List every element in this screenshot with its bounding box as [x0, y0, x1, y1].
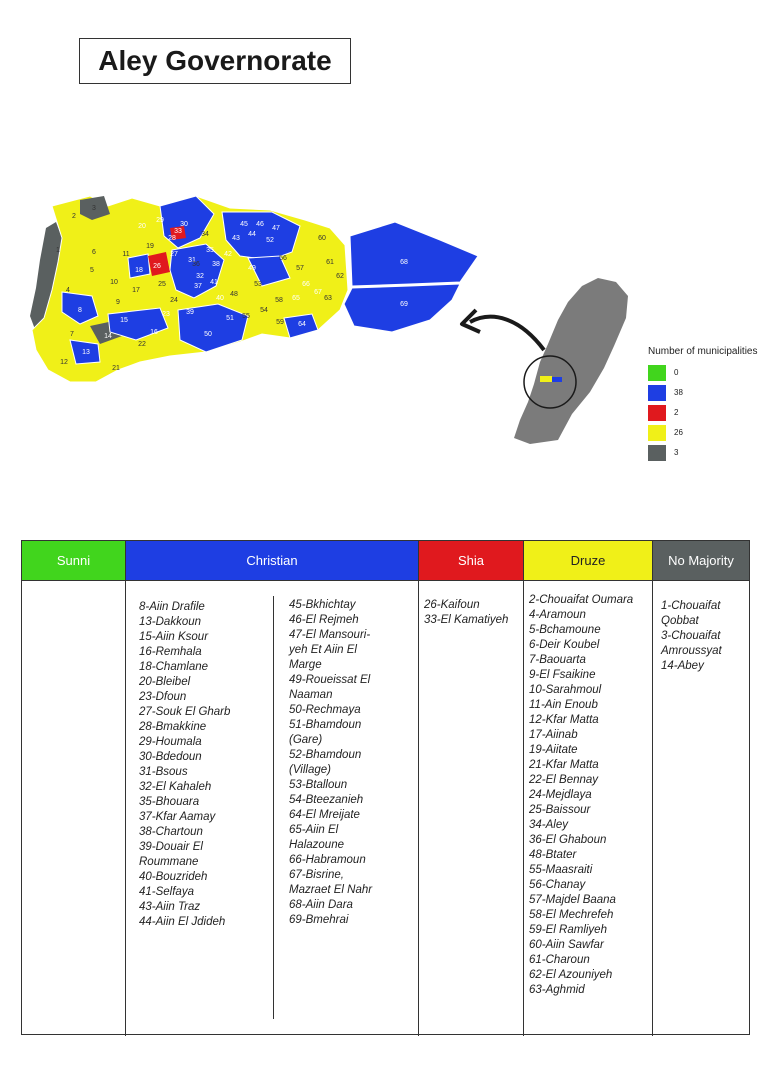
map-label: 39 [186, 309, 194, 316]
map-label: 64 [298, 321, 306, 328]
map-label: 47 [272, 225, 280, 232]
map-label: 58 [275, 297, 283, 304]
list-item: 28-Bmakkine [139, 721, 207, 733]
list-item: 35-Bhouara [139, 796, 200, 808]
druze-list [529, 593, 633, 998]
map-label: 34 [201, 231, 209, 238]
map-label: 32 [196, 273, 204, 280]
list-item: 4-Aramoun [529, 609, 586, 621]
list-item: 13-Dakkoun [139, 616, 202, 628]
map-label: 68 [400, 259, 408, 266]
column-sunni [22, 581, 126, 1036]
map-label: 35 [206, 247, 214, 254]
header-christian: Christian [126, 541, 419, 580]
map-label: 17 [132, 287, 140, 294]
map-label: 27 [170, 251, 178, 258]
map-label: 3 [92, 205, 96, 212]
map-label: 14 [104, 333, 112, 340]
map-label: 41 [210, 279, 218, 286]
map-label: 20 [138, 223, 146, 230]
legend-label: 0 [674, 368, 679, 377]
map-label: 52 [266, 237, 274, 244]
legend-label: 38 [674, 388, 683, 397]
map-label: 49 [248, 265, 256, 272]
list-item: 33-El Kamatiyeh [424, 614, 509, 626]
list-item: 14-Abey [661, 660, 704, 672]
list-item: 63-Aghmid [529, 984, 585, 996]
column-no-majority [653, 581, 749, 1036]
legend-item [648, 423, 758, 442]
aley-highlight [540, 376, 552, 382]
list-item: 23-Dfoun [139, 691, 187, 703]
map-label: 24 [170, 297, 178, 304]
list-item: 18-Chamlane [139, 661, 209, 673]
list-item: 21-Kfar Matta [529, 759, 599, 771]
list-item: 56-Chanay [529, 879, 586, 891]
list-item: 31-Bsous [139, 766, 188, 778]
list-item: 45-Bkhichtay [289, 599, 356, 611]
list-item: 68-Aiin Dara [289, 899, 353, 911]
list-item: 65-Aiin El Halazoune [289, 824, 344, 851]
list-item: 41-Selfaya [139, 886, 194, 898]
map-label: 15 [120, 317, 128, 324]
map-label: 9 [116, 299, 120, 306]
map-label: 16 [150, 329, 158, 336]
map-label: 11 [122, 251, 130, 258]
list-item: 24-Mejdlaya [529, 789, 592, 801]
legend-swatch [648, 385, 666, 401]
aley-highlight-blue [552, 377, 562, 382]
map-label: 61 [326, 259, 334, 266]
list-item: 11-Ain Enoub [529, 699, 598, 711]
map-label: 40 [216, 295, 224, 302]
legend-title: Number of municipalities [648, 346, 758, 357]
map-label: 66 [302, 281, 310, 288]
list-item: 29-Houmala [139, 736, 202, 748]
list-item: 39-Douair El Roummane [139, 841, 203, 868]
map-region-christian-18 [128, 254, 150, 278]
no-majority-list [661, 599, 722, 674]
table-body [22, 581, 749, 1036]
legend-label: 3 [674, 448, 679, 457]
map-label: 4 [66, 287, 70, 294]
list-item: 1-Chouaifat Qobbat [661, 600, 721, 627]
map-label: 5 [90, 267, 94, 274]
list-item: 53-Btalloun [289, 779, 348, 791]
map-label: 12 [60, 359, 68, 366]
legend-label: 26 [674, 428, 683, 437]
map-label: 44 [248, 231, 256, 238]
map-label: 22 [138, 341, 146, 348]
legend-swatch [648, 405, 666, 421]
list-item: 50-Rechmaya [289, 704, 361, 716]
list-item: 17-Aiinab [529, 729, 578, 741]
map-label: 10 [110, 279, 118, 286]
map-label: 45 [240, 221, 248, 228]
list-item: 48-Btater [529, 849, 577, 861]
map-label: 53 [254, 281, 262, 288]
legend-swatch [648, 365, 666, 381]
map-region-christian-68 [350, 222, 478, 286]
list-item: 61-Charoun [529, 954, 590, 966]
list-item: 54-Bteezanieh [289, 794, 364, 806]
map-label: 25 [158, 281, 166, 288]
map-label: 63 [324, 295, 332, 302]
header-druze: Druze [524, 541, 653, 580]
map-label: 56 [279, 255, 287, 262]
legend-swatch [648, 425, 666, 441]
map-label: 21 [112, 365, 120, 372]
list-item: 36-El Ghaboun [529, 834, 607, 846]
list-item: 12-Kfar Matta [529, 714, 599, 726]
list-item: 62-El Azouniyeh [529, 969, 613, 981]
header-sunni: Sunni [22, 541, 126, 580]
list-item: 57-Majdel Baana [529, 894, 616, 906]
list-item: 60-Aiin Sawfar [529, 939, 604, 951]
map-label: 38 [212, 261, 220, 268]
legend-item [648, 383, 758, 402]
legend [648, 346, 758, 463]
list-item: 46-El Rejmeh [289, 614, 359, 626]
map-label: 43 [232, 235, 240, 242]
map-label: 30 [180, 221, 188, 228]
municipalities-table [21, 540, 750, 1035]
legend-label: 2 [674, 408, 679, 417]
map-label: 19 [146, 243, 154, 250]
list-item: 59-El Ramliyeh [529, 924, 607, 936]
list-item: 44-Aiin El Jdideh [139, 916, 226, 928]
list-item: 51-Bhamdoun (Gare) [289, 719, 362, 746]
header-shia: Shia [419, 541, 524, 580]
list-item: 7-Baouarta [529, 654, 586, 666]
legend-swatch [648, 445, 666, 461]
map-label: 2 [72, 213, 76, 220]
map-label: 54 [260, 307, 268, 314]
map-label: 26 [153, 263, 161, 270]
list-item: 20-Bleibel [139, 676, 191, 688]
list-item: 64-El Mreijate [289, 809, 360, 821]
map-label: 6 [92, 249, 96, 256]
map-label: 48 [230, 291, 238, 298]
map-label: 18 [135, 267, 143, 274]
list-item: 37-Kfar Aamay [139, 811, 216, 823]
legend-item [648, 403, 758, 422]
list-item: 8-Aiin Drafile [139, 601, 205, 613]
list-item: 22-El Bennay [529, 774, 599, 786]
list-item: 30-Bdedoun [139, 751, 202, 763]
list-item: 55-Maasraiti [529, 864, 593, 876]
map-label: 7 [70, 331, 74, 338]
map-label: 8 [78, 307, 82, 314]
column-shia [419, 581, 524, 1036]
column-druze [524, 581, 653, 1036]
list-item: 66-Habramoun [289, 854, 366, 866]
lebanon-map [514, 278, 628, 444]
map-label: 36 [192, 261, 200, 268]
list-item: 27-Souk El Gharb [139, 706, 231, 718]
map-label: 69 [400, 301, 408, 308]
map-label: 46 [256, 221, 264, 228]
map-label: 13 [82, 349, 90, 356]
map-label: 60 [318, 235, 326, 242]
page-title: Aley Governorate [79, 38, 351, 84]
map-label: 31 [188, 257, 196, 264]
list-item: 6-Deir Koubel [529, 639, 600, 651]
list-item: 38-Chartoun [139, 826, 203, 838]
map-label: 1 [56, 247, 60, 254]
list-item: 9-El Fsaikine [529, 669, 596, 681]
legend-item [648, 363, 758, 382]
list-item: 43-Aiin Traz [139, 901, 201, 913]
list-item: 32-El Kahaleh [139, 781, 212, 793]
table-header [22, 541, 749, 581]
list-item: 67-Bisrine, Mazraet El Nahr [289, 869, 373, 896]
list-item: 47-El Mansouri- yeh Et Aiin El Marge [289, 629, 371, 671]
header-no-majority: No Majority [653, 541, 749, 580]
list-item: 26-Kaifoun [424, 599, 480, 611]
map-label: 33 [174, 228, 182, 235]
map-label: 51 [226, 315, 234, 322]
map-label: 55 [242, 313, 250, 320]
list-item: 58-El Mechrefeh [529, 909, 614, 921]
list-item: 69-Bmehrai [289, 914, 349, 926]
map-label: 65 [292, 295, 300, 302]
list-item: 40-Bouzrideh [139, 871, 208, 883]
map-label: 67 [314, 289, 322, 296]
map-label: 42 [224, 251, 232, 258]
column-divider [273, 596, 274, 1019]
map-label: 37 [194, 283, 202, 290]
map-label: 28 [168, 235, 176, 242]
christian-list-2 [289, 598, 372, 928]
map-label: 29 [156, 217, 164, 224]
list-item: 19-Aiitate [529, 744, 578, 756]
map-label: 57 [296, 265, 304, 272]
map-label: 23 [162, 311, 170, 318]
christian-list-1 [139, 600, 230, 930]
list-item: 3-Chouaifat Amroussyat [661, 630, 722, 657]
list-item: 25-Baissour [529, 804, 591, 816]
map-label: 50 [204, 331, 212, 338]
map-label: 59 [276, 319, 284, 326]
column-christian [126, 581, 419, 1036]
map-region-christian-69 [344, 284, 460, 332]
list-item: 34-Aley [529, 819, 568, 831]
legend-item [648, 443, 758, 462]
list-item: 10-Sarahmoul [529, 684, 602, 696]
list-item: 2-Chouaifat Oumara [529, 594, 634, 606]
arrow-icon [470, 317, 544, 350]
list-item: 16-Remhala [139, 646, 202, 658]
shia-list [424, 598, 508, 628]
list-item: 5-Bchamoune [529, 624, 601, 636]
list-item: 52-Bhamdoun (Village) [289, 749, 362, 776]
map-label: 62 [336, 273, 344, 280]
list-item: 49-Roueissat El Naaman [289, 674, 371, 701]
list-item: 15-Aiin Ksour [139, 631, 209, 643]
